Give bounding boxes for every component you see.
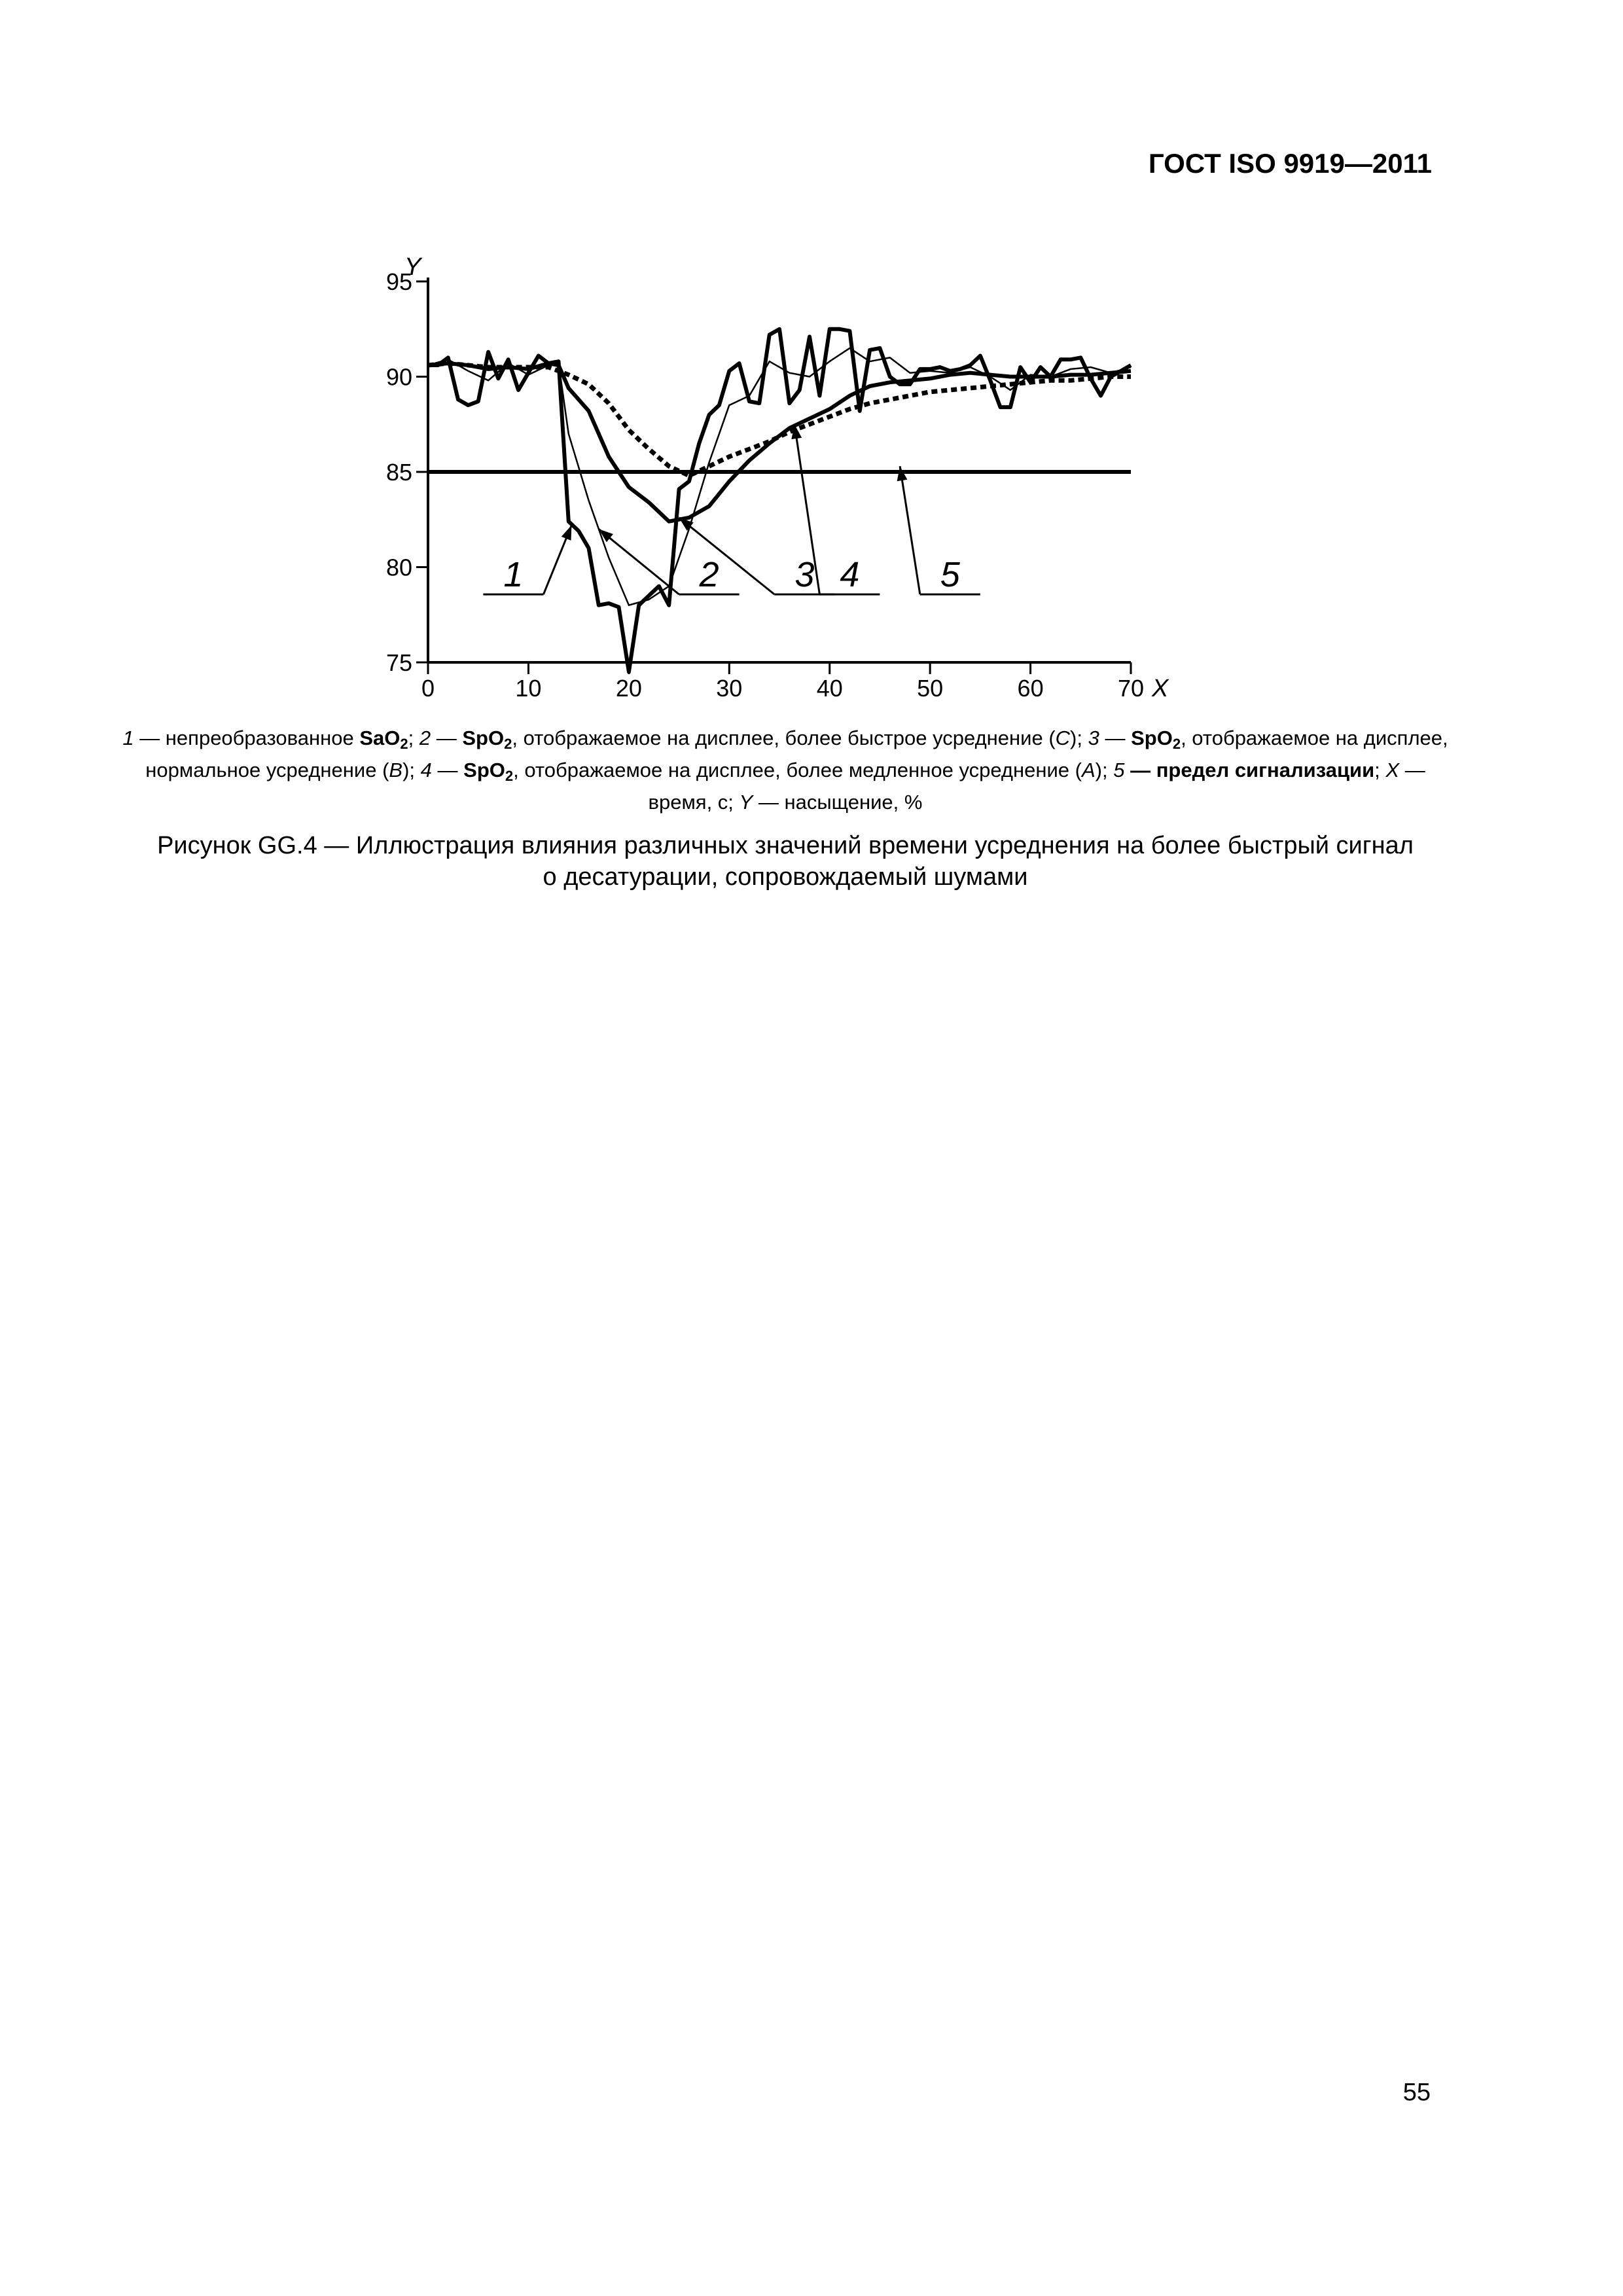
legend-text-5: — предел сигнализации	[1124, 759, 1375, 781]
y-tick-label-95: 95	[385, 268, 412, 295]
x-axis-label: X	[1152, 675, 1169, 702]
x-tick-label-40: 40	[816, 675, 843, 702]
document-header: ГОСТ ISO 9919—2011	[1148, 148, 1432, 179]
x-tick-label-0: 0	[421, 675, 435, 702]
legend-sym-2	[462, 726, 512, 752]
legend-text-2a: , отображаемое на дисплее, более быстрое усреднение (	[512, 726, 1056, 749]
x-tick-label-20: 20	[615, 675, 642, 702]
legend-text-1: — непреобразованное	[134, 726, 360, 749]
series-2-line	[428, 348, 1131, 605]
series-4-line	[428, 363, 1131, 476]
legend-sym-3-base: SpO	[1131, 726, 1173, 749]
legend-sym-1-base: SaO	[359, 726, 401, 749]
legend-sym-3-sub: 2	[1172, 736, 1181, 752]
series-3-line	[428, 363, 1131, 522]
y-tick-label-75: 75	[385, 649, 412, 676]
legend-text-3b: );	[402, 759, 421, 781]
page-number: 55	[1402, 2079, 1431, 2106]
callout-leader-5	[900, 466, 920, 594]
legend-sep-1: ;	[408, 726, 419, 749]
legend-num-4: 4	[420, 759, 432, 781]
y-tick-label-85: 85	[385, 459, 412, 486]
y-tick-label-90: 90	[385, 363, 412, 391]
legend-text-2b: );	[1070, 726, 1088, 749]
y-axis-label: Y	[404, 253, 421, 281]
legend-text-4a: , отображаемое на дисплее, более медленное усреднение (	[513, 759, 1082, 781]
legend-sym-1	[359, 726, 408, 752]
figure-title-line-1: Рисунок GG.4 — Иллюстрация влияния различных значений времени усреднения на более быстрый сигнал	[157, 832, 1414, 859]
legend-sym-1-sub: 2	[400, 736, 408, 752]
legend-text-4b: );	[1095, 759, 1114, 781]
x-tick-label-10: 10	[515, 675, 542, 702]
x-tick-label-50: 50	[917, 675, 944, 702]
legend-num-3: 3	[1088, 726, 1099, 749]
legend-num-2: 2	[419, 726, 431, 749]
y-tick-label-80: 80	[385, 554, 412, 581]
legend-sym-2-sub: 2	[504, 736, 512, 752]
callout-label-5: 5	[940, 555, 960, 595]
legend-sym-4-base: SpO	[463, 759, 505, 781]
saturation-chart	[0, 0, 1623, 733]
callout-leader-3	[679, 518, 775, 594]
legend-text-3a: , отображаемое на дисплее, нормальное усреднение (	[145, 726, 1448, 781]
legend-letter-2: C	[1055, 726, 1071, 749]
legend-sym-2-base: SpO	[462, 726, 505, 749]
x-tick-label-60: 60	[1017, 675, 1044, 702]
legend-sym-4	[463, 759, 514, 784]
legend-letter-4: A	[1081, 759, 1096, 781]
legend-sym-3	[1131, 726, 1181, 752]
callout-label-4: 4	[840, 555, 860, 595]
x-tick-label-70: 70	[1117, 675, 1145, 702]
legend-x-symbol: X	[1385, 759, 1400, 781]
x-tick-label-30: 30	[716, 675, 743, 702]
figure-title-line-2: о десатурации, сопровождаемый шумами	[543, 863, 1028, 891]
legend-y-text: — насыщение, %	[753, 791, 923, 814]
callout-arrowhead-1	[562, 525, 572, 540]
callout-label-2: 2	[699, 555, 719, 595]
legend-num-5: 5	[1113, 759, 1125, 781]
legend-sym-4-sub: 2	[505, 768, 514, 784]
legend-x-text: — время, с;	[648, 759, 1425, 814]
figure-title	[118, 830, 1453, 893]
legend-sep-5: ;	[1374, 759, 1386, 781]
legend-y-symbol: Y	[739, 791, 753, 814]
legend-dash-3: —	[1099, 726, 1132, 749]
legend-dash-4: —	[431, 759, 464, 781]
legend-num-1: 1	[122, 726, 134, 749]
legend-letter-3: B	[389, 759, 403, 781]
callout-label-3: 3	[794, 555, 815, 595]
legend-dash-2: —	[431, 726, 463, 749]
callout-label-1: 1	[503, 555, 524, 595]
series-1-line	[428, 329, 1131, 672]
figure-legend	[118, 725, 1453, 816]
